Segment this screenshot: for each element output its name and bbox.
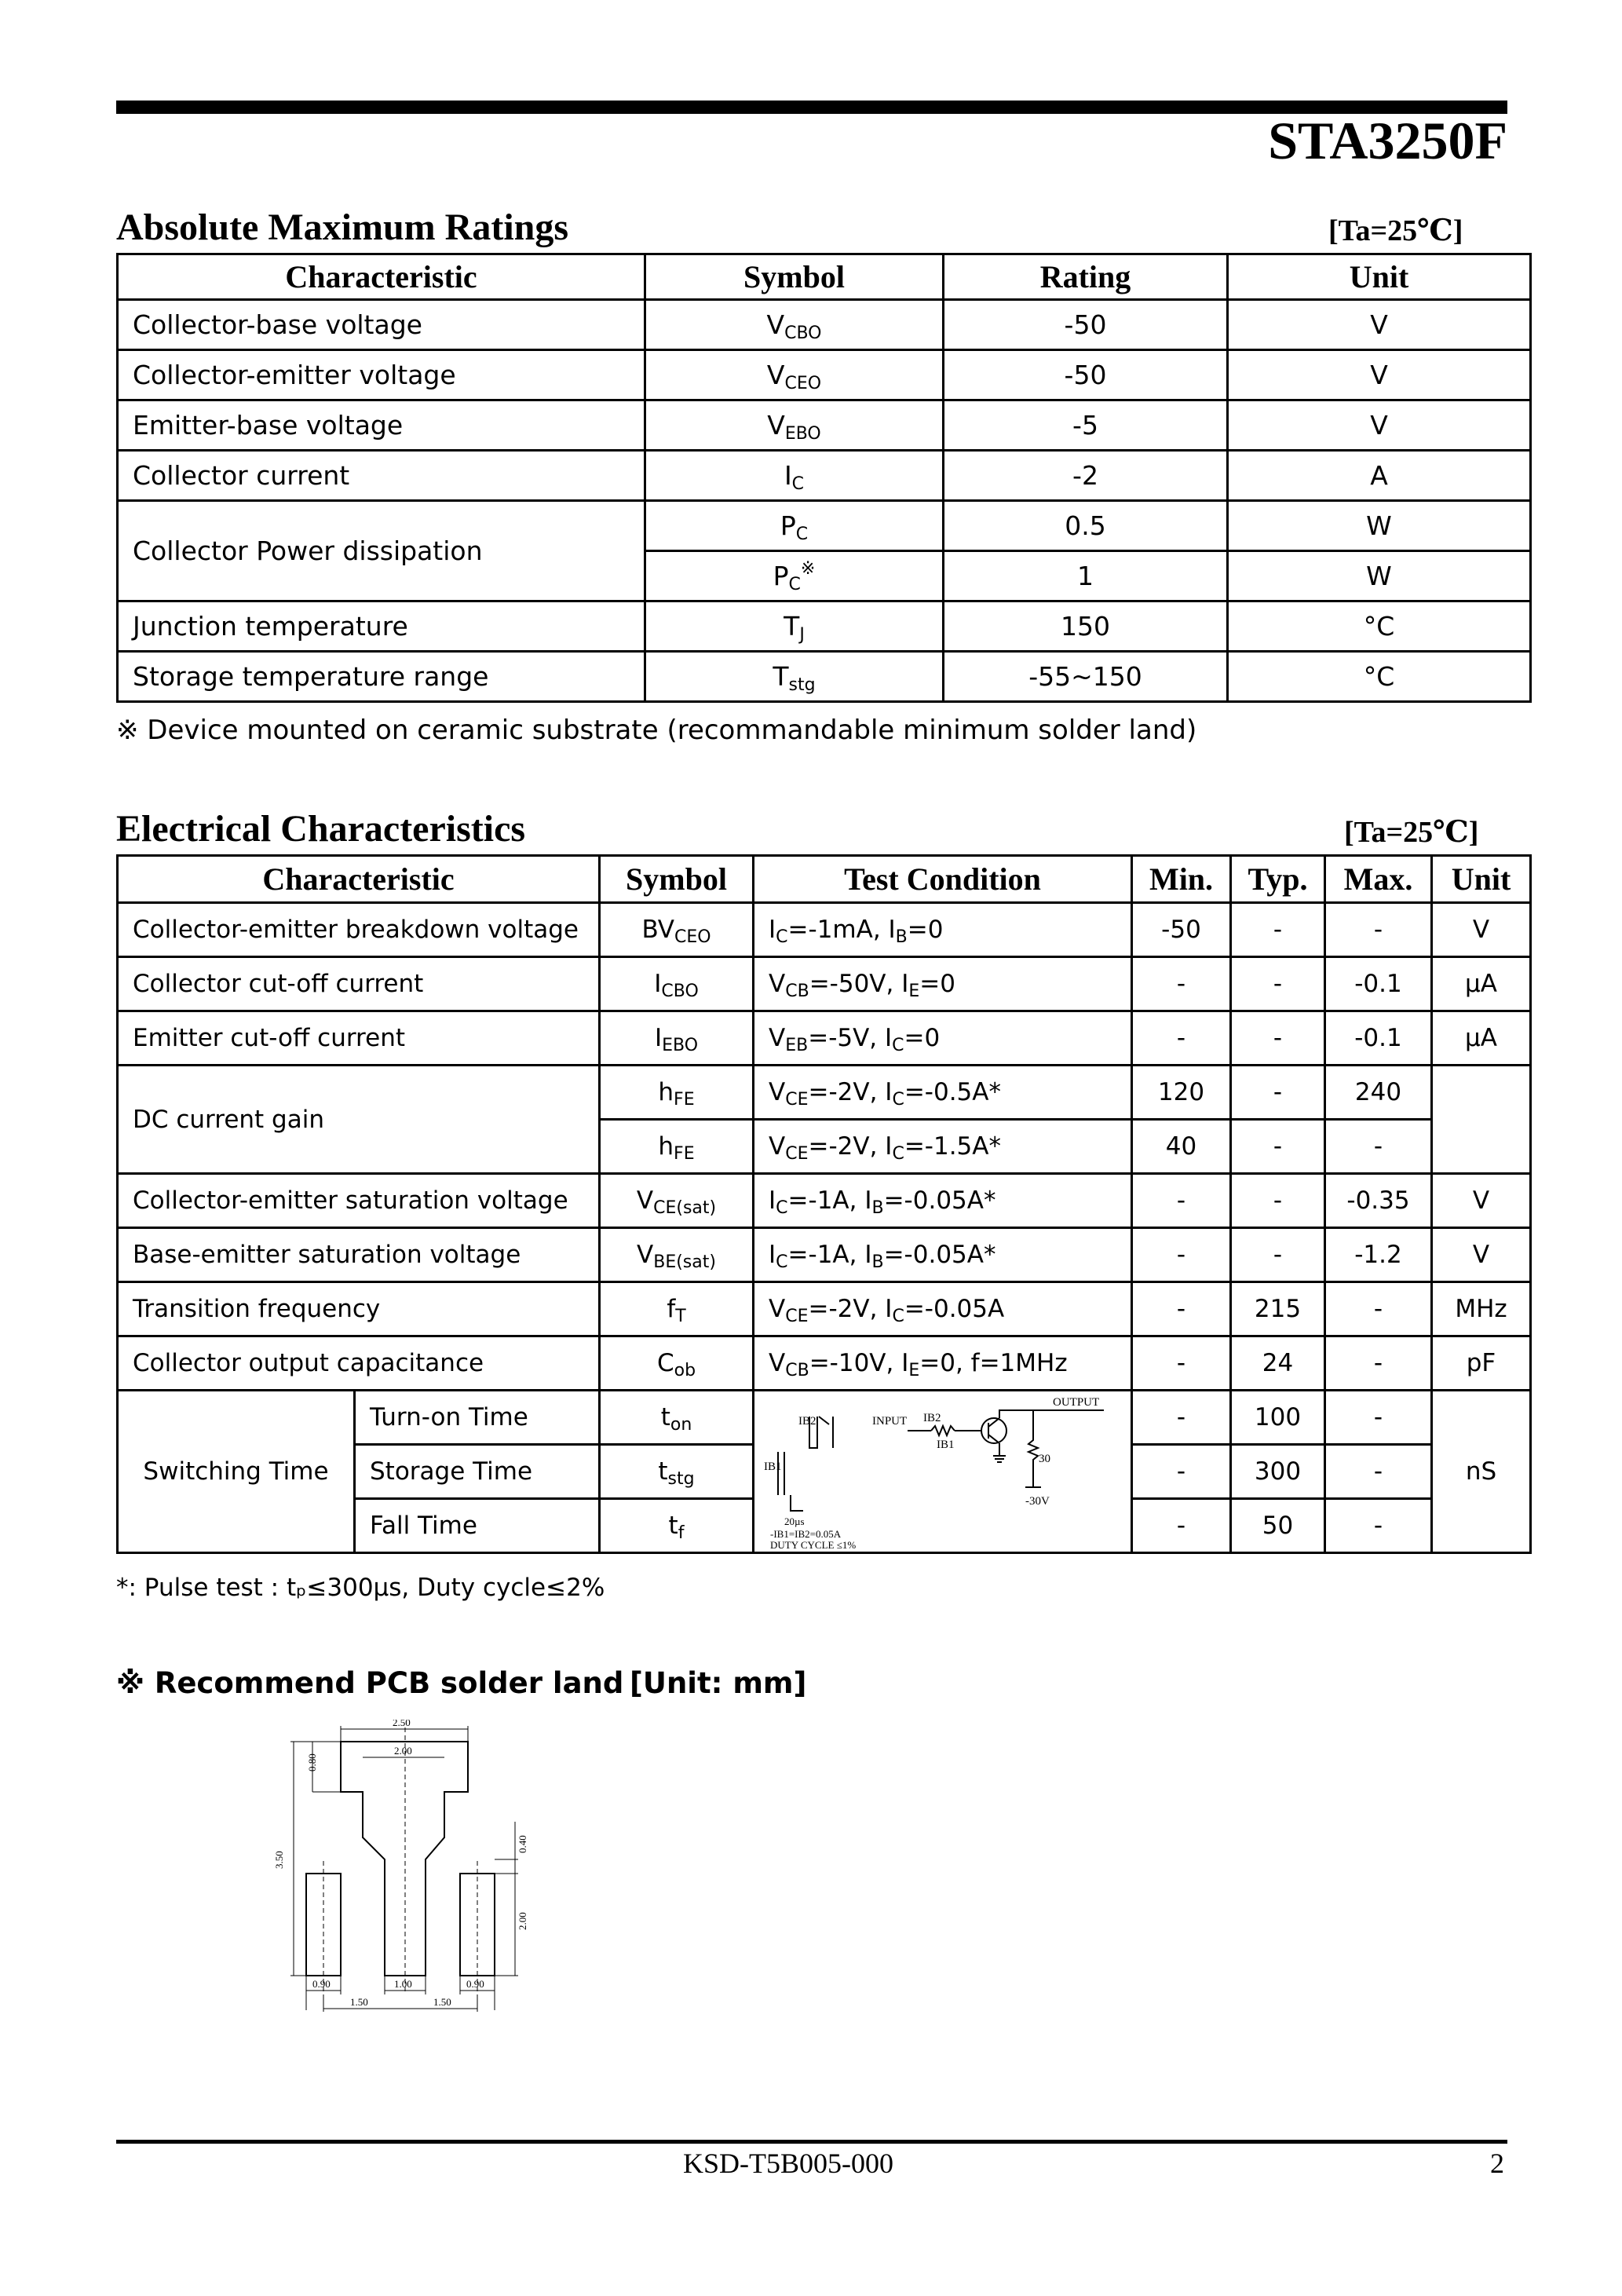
- table-row: [118, 903, 1531, 957]
- dim-pitch: [323, 1994, 477, 2012]
- elec-char-title: Electrical Characteristics: [116, 808, 526, 850]
- characteristic: Collector-emitter breakdown voltage: [118, 903, 600, 957]
- max-value: -: [1325, 1282, 1432, 1336]
- max-value: -: [1325, 1445, 1432, 1499]
- test-condition: $V_{CB}=-50V$, $I_E=0$: [754, 957, 1132, 1011]
- max-value: -0.35: [1325, 1174, 1432, 1228]
- symbol: $I_{EBO}$: [600, 1011, 754, 1066]
- col-header: Characteristic: [118, 254, 645, 300]
- rating: -55~150: [944, 652, 1228, 702]
- typ-value: 215: [1231, 1282, 1325, 1336]
- test-condition: $V_{CE}=-2V$, $I_C=-1.5A*$: [754, 1120, 1132, 1174]
- max-value: -0.1: [1325, 1011, 1432, 1066]
- abs-max-condition: [Ta=25℃]: [1328, 214, 1463, 247]
- min-value: 40: [1132, 1120, 1231, 1174]
- typ-value: -: [1231, 1174, 1325, 1228]
- characteristic: Emitter cut-off current: [118, 1011, 600, 1066]
- max-value: -: [1325, 1120, 1432, 1174]
- load-resistor-label: 30: [1039, 1453, 1050, 1465]
- col-header: Symbol: [600, 856, 754, 903]
- footer-rule: [116, 2140, 1507, 2144]
- table-row: [118, 1066, 1531, 1120]
- collector-wire: [999, 1410, 1104, 1418]
- table-row: [118, 1174, 1531, 1228]
- symbol: $BV_{CEO}$: [600, 903, 754, 957]
- typ-value: -: [1231, 903, 1325, 957]
- ib1-label: IB1: [937, 1439, 955, 1451]
- unit: µA: [1432, 957, 1531, 1011]
- table-row: [118, 400, 1531, 451]
- ground-symbol: [993, 1456, 1006, 1462]
- abs-max-table: [116, 253, 1532, 703]
- switching-time-label: Switching Time: [118, 1391, 355, 1553]
- symbol: $f_T$: [600, 1282, 754, 1336]
- typ-value: -: [1231, 1228, 1325, 1282]
- symbol: $I_C$: [645, 451, 944, 501]
- unit: pF: [1432, 1336, 1531, 1391]
- col-header: Characteristic: [118, 856, 600, 903]
- min-value: -: [1132, 1174, 1231, 1228]
- pulse-width-label: 20µs: [784, 1515, 805, 1527]
- max-value: -: [1325, 1336, 1432, 1391]
- dim-label-inner-width: 2.00: [394, 1745, 412, 1757]
- table-row: [118, 300, 1531, 350]
- elec-char-condition: [Ta=25℃]: [1344, 816, 1479, 849]
- table-row: [118, 601, 1531, 652]
- unit: MHz: [1432, 1282, 1531, 1336]
- table-row: [118, 451, 1531, 501]
- dim-label-right-pitch: 1.50: [433, 1996, 451, 2008]
- unit: V: [1228, 300, 1531, 350]
- pulse-edge: [819, 1417, 829, 1424]
- pcb-land-title: ※ Recommend PCB solder land: [116, 1666, 624, 1700]
- max-value: -0.1: [1325, 957, 1432, 1011]
- col-header: Unit: [1432, 856, 1531, 903]
- min-value: -: [1132, 1011, 1231, 1066]
- ib1-marker: [778, 1452, 784, 1495]
- rating: 0.5: [944, 501, 1228, 551]
- table-row: [118, 1391, 1531, 1445]
- unit: nS: [1432, 1391, 1531, 1553]
- min-value: -: [1132, 1499, 1231, 1553]
- typ-value: -: [1231, 957, 1325, 1011]
- rating: -50: [944, 300, 1228, 350]
- unit: V: [1432, 1174, 1531, 1228]
- min-value: -: [1132, 1445, 1231, 1499]
- input-label: INPUT: [872, 1415, 908, 1428]
- test-condition: $I_C=-1A$, $I_B=-0.05A*$: [754, 1174, 1132, 1228]
- symbol: $t_{on}$: [600, 1391, 754, 1445]
- symbol: $V_{CEO}$: [645, 350, 944, 400]
- page-number: 2: [1490, 2148, 1504, 2179]
- load-resistor: [1028, 1410, 1038, 1487]
- dim-label-left-pad-width: 0.90: [312, 1978, 331, 1990]
- dim-label-tab-height: 0.80: [306, 1753, 318, 1771]
- characteristic: Base-emitter saturation voltage: [118, 1228, 600, 1282]
- test-condition: $V_{CE}=-2V$, $I_C=-0.05A$: [754, 1282, 1132, 1336]
- dim-label-top-width: 2.50: [393, 1720, 411, 1728]
- abs-max-footnote: ※ Device mounted on ceramic substrate (recommandable minimum solder land): [116, 715, 1197, 746]
- typ-value: -: [1231, 1066, 1325, 1120]
- unit: W: [1228, 501, 1531, 551]
- ib-equation-label: -IB1=IB2=0.05A: [770, 1528, 842, 1540]
- min-value: 120: [1132, 1066, 1231, 1120]
- pcb-land-unit: [Unit: mm]: [630, 1666, 807, 1700]
- test-condition: $V_{EB}=-5V$, $I_C=0$: [754, 1011, 1132, 1066]
- max-value: -1.2: [1325, 1228, 1432, 1282]
- dim-label-center-width: 1.00: [394, 1978, 412, 1990]
- dim-gap: [495, 1822, 518, 1874]
- unit: V: [1228, 350, 1531, 400]
- unit: V: [1432, 903, 1531, 957]
- col-header: Min.: [1132, 856, 1231, 903]
- min-value: -50: [1132, 903, 1231, 957]
- typ-value: 50: [1231, 1499, 1325, 1553]
- min-value: -: [1132, 1228, 1231, 1282]
- symbol: $P_C^※$: [645, 551, 944, 601]
- rating: -50: [944, 350, 1228, 400]
- characteristic: Collector Power dissipation: [118, 501, 645, 601]
- symbol: $t_f$: [600, 1499, 754, 1553]
- part-number-title: STA3250F: [1268, 111, 1507, 170]
- unit: °C: [1228, 601, 1531, 652]
- ib1-wave-label: IB1: [764, 1461, 782, 1473]
- rating: 150: [944, 601, 1228, 652]
- table-row: [118, 957, 1531, 1011]
- min-value: -: [1132, 1391, 1231, 1445]
- unit: µA: [1432, 1011, 1531, 1066]
- table-header-row: [118, 856, 1531, 903]
- characteristic: Collector cut-off current: [118, 957, 600, 1011]
- transistor-leads: [988, 1418, 999, 1443]
- col-header: Typ.: [1231, 856, 1325, 903]
- symbol: $P_C$: [645, 501, 944, 551]
- symbol: $V_{EBO}$: [645, 400, 944, 451]
- characteristic: DC current gain: [118, 1066, 600, 1174]
- typ-value: -: [1231, 1120, 1325, 1174]
- dim-total-height: [290, 1742, 341, 1976]
- characteristic: Junction temperature: [118, 601, 645, 652]
- center-lines: [323, 1727, 477, 1994]
- dim-label-left-pitch: 1.50: [350, 1996, 368, 2008]
- max-value: -: [1325, 903, 1432, 957]
- abs-max-title: Absolute Maximum Ratings: [116, 207, 569, 248]
- col-header: Unit: [1228, 254, 1531, 300]
- rating: 1: [944, 551, 1228, 601]
- table-row: [118, 501, 1531, 551]
- characteristic: Collector-emitter saturation voltage: [118, 1174, 600, 1228]
- unit: [1432, 1066, 1531, 1174]
- table-row: [118, 350, 1531, 400]
- ib2-wave-label: IB2: [798, 1415, 816, 1428]
- rating: -5: [944, 400, 1228, 451]
- vcc-label: -30V: [1025, 1495, 1050, 1508]
- rating: -2: [944, 451, 1228, 501]
- max-value: 240: [1325, 1066, 1432, 1120]
- min-value: -: [1132, 1336, 1231, 1391]
- test-condition: $V_{CB}=-10V$, $I_E=0$, f=1MHz: [754, 1336, 1132, 1391]
- dim-label-pad-height: 2.00: [517, 1912, 528, 1930]
- elec-char-footnote: *: Pulse test : tₚ≤300µs, Duty cycle≤2%: [116, 1574, 605, 1602]
- characteristic: Collector output capacitance: [118, 1336, 600, 1391]
- pcb-land-drawing: [259, 1720, 542, 2034]
- characteristic: Transition frequency: [118, 1282, 600, 1336]
- table-row: [118, 1336, 1531, 1391]
- table-header-row: [118, 254, 1531, 300]
- unit: V: [1432, 1228, 1531, 1282]
- unit: W: [1228, 551, 1531, 601]
- symbol: $t_{stg}$: [600, 1445, 754, 1499]
- test-circuit-diagram: [754, 1393, 1128, 1550]
- dim-top-width: [341, 1726, 468, 1742]
- elec-char-table: [116, 854, 1532, 1554]
- symbol: $T_{stg}$: [645, 652, 944, 702]
- characteristic: Collector current: [118, 451, 645, 501]
- col-header: Test Condition: [754, 856, 1132, 903]
- typ-value: 24: [1231, 1336, 1325, 1391]
- switching-param: Storage Time: [355, 1445, 600, 1499]
- characteristic: Emitter-base voltage: [118, 400, 645, 451]
- dim-label-right-pad-width: 0.90: [466, 1978, 484, 1990]
- symbol: $h_{FE}$: [600, 1066, 754, 1120]
- test-condition: $V_{CE}=-2V$, $I_C=-0.5A*$: [754, 1066, 1132, 1120]
- col-header: Rating: [944, 254, 1228, 300]
- symbol: $I_{CBO}$: [600, 957, 754, 1011]
- typ-value: 100: [1231, 1391, 1325, 1445]
- symbol: $C_{ob}$: [600, 1336, 754, 1391]
- table-row: [118, 652, 1531, 702]
- dim-label-total-height: 3.50: [273, 1851, 285, 1869]
- symbol: $V_{CBO}$: [645, 300, 944, 350]
- min-value: -: [1132, 1282, 1231, 1336]
- characteristic: Collector-base voltage: [118, 300, 645, 350]
- col-header: Max.: [1325, 856, 1432, 903]
- min-value: -: [1132, 957, 1231, 1011]
- ib2-label: IB2: [923, 1412, 941, 1424]
- test-condition: $I_C=-1mA$, $I_B=0$: [754, 903, 1132, 957]
- dim-pad-height: [495, 1874, 518, 1976]
- characteristic: Storage temperature range: [118, 652, 645, 702]
- characteristic: Collector-emitter voltage: [118, 350, 645, 400]
- symbol: $V_{BE(sat)}$: [600, 1228, 754, 1282]
- pulse-width-marker: [791, 1495, 803, 1511]
- switching-param: Turn-on Time: [355, 1391, 600, 1445]
- max-value: -: [1325, 1499, 1432, 1553]
- switching-test-circuit: [754, 1391, 1132, 1553]
- center-pad-outline: [341, 1742, 468, 1976]
- col-header: Symbol: [645, 254, 944, 300]
- table-row: [118, 1228, 1531, 1282]
- dim-label-gap: 0.40: [517, 1835, 528, 1853]
- test-condition: $I_C=-1A$, $I_B=-0.05A*$: [754, 1228, 1132, 1282]
- output-label: OUTPUT: [1053, 1396, 1100, 1409]
- typ-value: 300: [1231, 1445, 1325, 1499]
- table-row: [118, 1011, 1531, 1066]
- switching-param: Fall Time: [355, 1499, 600, 1553]
- table-row: [118, 1282, 1531, 1336]
- unit: °C: [1228, 652, 1531, 702]
- max-value: -: [1325, 1391, 1432, 1445]
- unit: A: [1228, 451, 1531, 501]
- symbol: $h_{FE}$: [600, 1120, 754, 1174]
- duty-cycle-label: DUTY CYCLE ≤1%: [770, 1539, 857, 1550]
- symbol: $T_J$: [645, 601, 944, 652]
- unit: V: [1228, 400, 1531, 451]
- typ-value: -: [1231, 1011, 1325, 1066]
- symbol: $V_{CE(sat)}$: [600, 1174, 754, 1228]
- base-resistor: [931, 1426, 955, 1435]
- document-code: KSD-T5B005-000: [683, 2148, 893, 2179]
